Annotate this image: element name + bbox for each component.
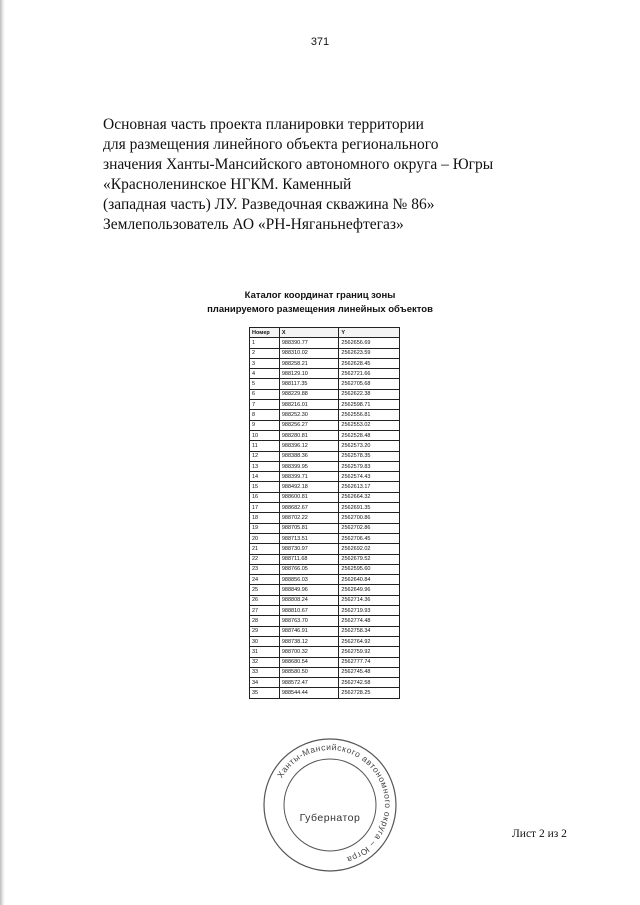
cell-y: 2562574.43 bbox=[339, 472, 400, 482]
table-row bbox=[250, 338, 400, 348]
table-row bbox=[250, 348, 400, 358]
title-line: значения Ханты-Мансийского автономного округа – Югры bbox=[103, 156, 494, 173]
cell-number: 5 bbox=[250, 379, 280, 389]
cell-y: 2562656.69 bbox=[339, 338, 400, 348]
cell-y: 2562556.81 bbox=[339, 410, 400, 420]
cell-number: 21 bbox=[250, 544, 280, 554]
cell-x: 988730.97 bbox=[279, 544, 339, 554]
cell-number: 9 bbox=[250, 420, 280, 430]
cell-x: 988280.81 bbox=[279, 430, 339, 440]
page-number: 371 bbox=[310, 36, 330, 48]
stamp-ring-text: Ханты-Мансийского автономного округа – Югра bbox=[274, 741, 394, 866]
table-row bbox=[250, 554, 400, 564]
cell-number: 16 bbox=[250, 492, 280, 502]
cell-number: 24 bbox=[250, 575, 280, 585]
cell-x: 988492.18 bbox=[279, 482, 339, 492]
cell-x: 988849.96 bbox=[279, 585, 339, 595]
document-title bbox=[103, 115, 523, 235]
table-row bbox=[250, 379, 400, 389]
cell-y: 2562578.35 bbox=[339, 451, 400, 461]
cell-number: 19 bbox=[250, 523, 280, 533]
cell-y: 2562692.02 bbox=[339, 544, 400, 554]
table-row bbox=[250, 472, 400, 482]
cell-y: 2562705.68 bbox=[339, 379, 400, 389]
table-row bbox=[250, 564, 400, 574]
table-body bbox=[250, 338, 400, 698]
cell-y: 2562714.36 bbox=[339, 595, 400, 605]
cell-number: 31 bbox=[250, 647, 280, 657]
catalog-title bbox=[0, 289, 640, 317]
table-row bbox=[250, 616, 400, 626]
cell-x: 988399.71 bbox=[279, 472, 339, 482]
cell-y: 2562573.20 bbox=[339, 441, 400, 451]
svg-text:Ханты-Мансийского автономного bbox=[275, 742, 393, 865]
cell-x: 988580.50 bbox=[279, 667, 339, 677]
cell-x: 988711.68 bbox=[279, 554, 339, 564]
cell-y: 2562758.34 bbox=[339, 626, 400, 636]
cell-number: 2 bbox=[250, 348, 280, 358]
cell-y: 2562742.58 bbox=[339, 678, 400, 688]
table-row bbox=[250, 636, 400, 646]
table-row bbox=[250, 533, 400, 543]
cell-y: 2562719.93 bbox=[339, 606, 400, 616]
cell-number: 23 bbox=[250, 564, 280, 574]
table-row bbox=[250, 369, 400, 379]
cell-y: 2562777.74 bbox=[339, 657, 400, 667]
cell-y: 2562640.84 bbox=[339, 575, 400, 585]
cell-x: 988390.77 bbox=[279, 338, 339, 348]
cell-y: 2562679.52 bbox=[339, 554, 400, 564]
column-header-x: X bbox=[279, 328, 339, 338]
cell-number: 8 bbox=[250, 410, 280, 420]
cell-y: 2562622.38 bbox=[339, 389, 400, 399]
cell-x: 988388.36 bbox=[279, 451, 339, 461]
cell-y: 2562721.66 bbox=[339, 369, 400, 379]
cell-x: 988738.12 bbox=[279, 636, 339, 646]
cell-x: 988856.03 bbox=[279, 575, 339, 585]
cell-x: 988705.81 bbox=[279, 523, 339, 533]
cell-x: 988746.91 bbox=[279, 626, 339, 636]
scan-edge bbox=[0, 0, 5, 905]
table-row bbox=[250, 667, 400, 677]
table-row bbox=[250, 513, 400, 523]
table-row bbox=[250, 575, 400, 585]
table-row bbox=[250, 595, 400, 605]
title-line: (западная часть) ЛУ. Разведочная скважина № 86» bbox=[103, 196, 435, 213]
cell-y: 2562595.60 bbox=[339, 564, 400, 574]
cell-y: 2562553.02 bbox=[339, 420, 400, 430]
cell-number: 17 bbox=[250, 503, 280, 513]
table-row bbox=[250, 461, 400, 471]
cell-number: 22 bbox=[250, 554, 280, 564]
table-row bbox=[250, 358, 400, 368]
table-row bbox=[250, 389, 400, 399]
title-line: «Красноленинское НГКМ. Каменный bbox=[103, 176, 352, 193]
table-row bbox=[250, 544, 400, 554]
cell-x: 988682.67 bbox=[279, 503, 339, 513]
cell-number: 29 bbox=[250, 626, 280, 636]
column-header-y: Y bbox=[339, 328, 400, 338]
cell-x: 988229.88 bbox=[279, 389, 339, 399]
cell-y: 2562702.86 bbox=[339, 523, 400, 533]
table-row bbox=[250, 420, 400, 430]
cell-x: 988117.35 bbox=[279, 379, 339, 389]
cell-number: 14 bbox=[250, 472, 280, 482]
cell-x: 988810.67 bbox=[279, 606, 339, 616]
sheet-label: Лист 2 из 2 bbox=[512, 828, 567, 840]
cell-x: 988766.05 bbox=[279, 564, 339, 574]
coordinates-table bbox=[249, 327, 400, 699]
cell-number: 15 bbox=[250, 482, 280, 492]
cell-y: 2562700.86 bbox=[339, 513, 400, 523]
table-row bbox=[250, 647, 400, 657]
cell-y: 2562745.48 bbox=[339, 667, 400, 677]
cell-y: 2562579.83 bbox=[339, 461, 400, 471]
cell-y: 2562628.45 bbox=[339, 358, 400, 368]
cell-number: 3 bbox=[250, 358, 280, 368]
table-row bbox=[250, 492, 400, 502]
cell-x: 988544.44 bbox=[279, 688, 339, 698]
cell-number: 10 bbox=[250, 430, 280, 440]
column-header-number: Номер bbox=[250, 328, 280, 338]
cell-number: 7 bbox=[250, 400, 280, 410]
cell-number: 1 bbox=[250, 338, 280, 348]
cell-number: 34 bbox=[250, 678, 280, 688]
cell-y: 2562598.71 bbox=[339, 400, 400, 410]
table-row bbox=[250, 606, 400, 616]
table-row bbox=[250, 482, 400, 492]
cell-y: 2562664.32 bbox=[339, 492, 400, 502]
table-row bbox=[250, 688, 400, 698]
cell-x: 988700.32 bbox=[279, 647, 339, 657]
cell-number: 11 bbox=[250, 441, 280, 451]
cell-y: 2562623.59 bbox=[339, 348, 400, 358]
cell-x: 988396.12 bbox=[279, 441, 339, 451]
table-row bbox=[250, 523, 400, 533]
stamp-inner-ring bbox=[284, 759, 376, 851]
table-row bbox=[250, 657, 400, 667]
table-row bbox=[250, 451, 400, 461]
cell-number: 20 bbox=[250, 533, 280, 543]
cell-number: 33 bbox=[250, 667, 280, 677]
cell-x: 988702.22 bbox=[279, 513, 339, 523]
cell-y: 2562691.35 bbox=[339, 503, 400, 513]
title-line: Землепользователь АО «РН-Няганьнефтегаз» bbox=[103, 216, 404, 233]
cell-number: 18 bbox=[250, 513, 280, 523]
table-row bbox=[250, 441, 400, 451]
cell-y: 2562764.92 bbox=[339, 636, 400, 646]
table-row bbox=[250, 410, 400, 420]
cell-x: 988129.10 bbox=[279, 369, 339, 379]
cell-y: 2562759.92 bbox=[339, 647, 400, 657]
cell-y: 2562706.45 bbox=[339, 533, 400, 543]
catalog-title-line: планируемого размещения линейных объектов bbox=[207, 304, 433, 315]
cell-number: 32 bbox=[250, 657, 280, 667]
gubernator-stamp bbox=[262, 737, 398, 873]
cell-x: 988763.70 bbox=[279, 616, 339, 626]
cell-y: 2562528.48 bbox=[339, 430, 400, 440]
cell-x: 988713.51 bbox=[279, 533, 339, 543]
table-row bbox=[250, 503, 400, 513]
stamp-center-text: Губернатор bbox=[299, 812, 361, 824]
cell-number: 30 bbox=[250, 636, 280, 646]
cell-x: 988808.24 bbox=[279, 595, 339, 605]
cell-y: 2562774.48 bbox=[339, 616, 400, 626]
cell-x: 988680.54 bbox=[279, 657, 339, 667]
table-row bbox=[250, 430, 400, 440]
table-row bbox=[250, 678, 400, 688]
cell-y: 2562649.96 bbox=[339, 585, 400, 595]
cell-number: 12 bbox=[250, 451, 280, 461]
cell-x: 988310.02 bbox=[279, 348, 339, 358]
cell-x: 988252.30 bbox=[279, 410, 339, 420]
cell-number: 4 bbox=[250, 369, 280, 379]
table-row bbox=[250, 585, 400, 595]
cell-x: 988258.21 bbox=[279, 358, 339, 368]
cell-y: 2562728.25 bbox=[339, 688, 400, 698]
table-row bbox=[250, 626, 400, 636]
catalog-title-line: Каталог координат границ зоны bbox=[244, 290, 396, 301]
title-line: Основная часть проекта планировки территории bbox=[103, 116, 424, 133]
cell-x: 988600.81 bbox=[279, 492, 339, 502]
cell-x: 988572.47 bbox=[279, 678, 339, 688]
cell-number: 27 bbox=[250, 606, 280, 616]
cell-number: 35 bbox=[250, 688, 280, 698]
table-row bbox=[250, 400, 400, 410]
cell-number: 25 bbox=[250, 585, 280, 595]
cell-x: 988216.01 bbox=[279, 400, 339, 410]
title-line: для размещения линейного объекта регионального bbox=[103, 136, 439, 153]
cell-number: 6 bbox=[250, 389, 280, 399]
cell-x: 988399.95 bbox=[279, 461, 339, 471]
cell-y: 2562613.17 bbox=[339, 482, 400, 492]
table-header-row bbox=[250, 328, 400, 338]
cell-number: 28 bbox=[250, 616, 280, 626]
cell-number: 13 bbox=[250, 461, 280, 471]
cell-x: 988256.27 bbox=[279, 420, 339, 430]
cell-number: 26 bbox=[250, 595, 280, 605]
